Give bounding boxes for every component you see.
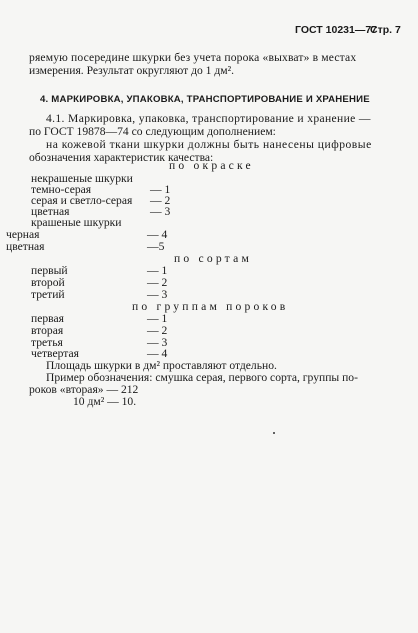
closing-line-3: роков «вторая» — 212 — [29, 383, 139, 396]
grade-code-2: — 2 — [147, 276, 168, 289]
clause-line-1: 4.1. Маркировка, упаковка, транспортирование и хранение — — [46, 112, 371, 125]
grade-label-2: второй — [31, 276, 65, 289]
intro-line-2: измерения. Результат округляют до 1 дм². — [29, 64, 234, 77]
dyed-heading: крашеные шкурки — [31, 216, 122, 229]
color-code-dyed-colored: —5 — [147, 240, 165, 253]
clause-line-3: на кожевой ткани шкурки должны быть нанесены цифровые — [46, 138, 372, 151]
defect-label-4: четвертая — [31, 347, 79, 360]
defect-label-3: третья — [31, 336, 63, 349]
color-code-colored: — 3 — [150, 205, 171, 218]
closing-line-1: Площадь шкурки в дм² проставляют отдельно. — [46, 359, 277, 372]
defect-code-1: — 1 — [147, 312, 168, 325]
color-code-black: — 4 — [147, 228, 168, 241]
defects-heading: по группам пороков — [132, 300, 289, 313]
clause-line-4: обозначения характеристик качества: — [29, 151, 214, 164]
grade-code-1: — 1 — [147, 264, 168, 277]
intro-line-1: ряемую посередине шкурки без учета порока «выхват» в местах — [29, 51, 357, 64]
color-code-gray: — 2 — [150, 194, 171, 207]
defect-code-4: — 4 — [147, 347, 168, 360]
color-code-dark-gray: — 1 — [150, 183, 171, 196]
color-label-dark-gray: темно-серая — [31, 183, 92, 196]
grade-heading: по сортам — [174, 252, 252, 265]
grade-code-3: — 3 — [147, 288, 168, 301]
undyed-heading: некрашеные шкурки — [31, 172, 133, 185]
defect-label-2: вторая — [31, 324, 64, 337]
grade-label-1: первый — [31, 264, 68, 277]
defect-code-2: — 2 — [147, 324, 168, 337]
page-number: Стр. 7 — [370, 24, 401, 36]
color-label-black: черная — [6, 228, 40, 241]
closing-line-2: Пример обозначения: смушка серая, первого сорта, группы по- — [46, 371, 358, 384]
grade-label-3: третий — [31, 288, 65, 301]
clause-line-2: по ГОСТ 19878—74 со следующим дополнением: — [29, 125, 276, 138]
color-label-dyed-colored: цветная — [6, 240, 45, 253]
standard-number: ГОСТ 10231—77 — [295, 24, 378, 36]
color-label-colored: цветная — [31, 205, 70, 218]
section-title: 4. МАРКИРОВКА, УПАКОВКА, ТРАНСПОРТИРОВАНИЕ И ХРАНЕНИЕ — [40, 94, 370, 105]
defect-label-1: первая — [31, 312, 64, 325]
color-heading: по окраске — [169, 159, 254, 172]
speck-mark — [273, 432, 275, 434]
defect-code-3: — 3 — [147, 336, 168, 349]
color-label-gray: серая и светло-серая — [31, 194, 133, 207]
closing-line-4: 10 дм² — 10. — [73, 395, 137, 408]
